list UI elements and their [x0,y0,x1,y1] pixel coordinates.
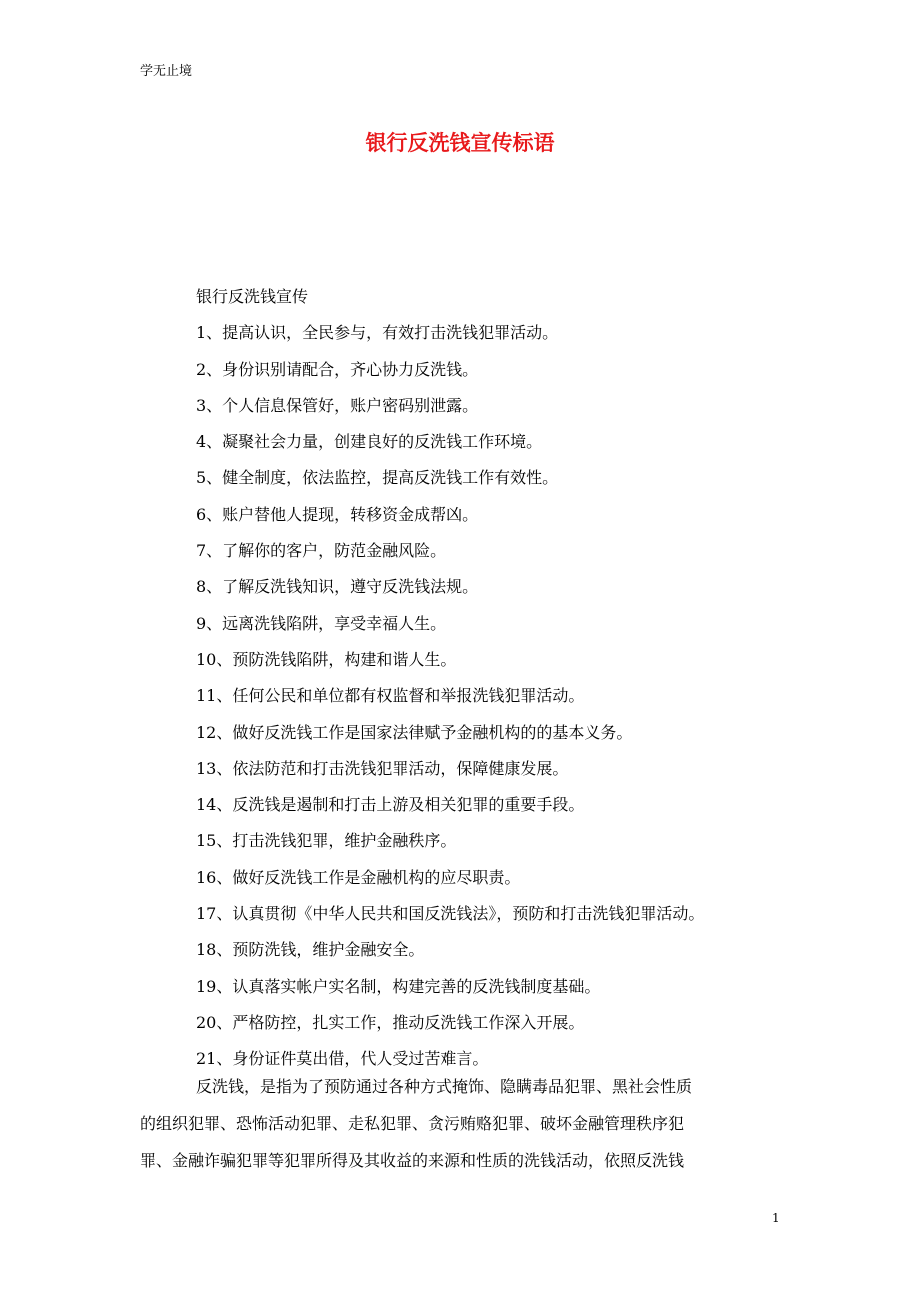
paragraph-line: 反洗钱，是指为了预防通过各种方式掩饰、隐瞒毒品犯罪、黑社会性质 [196,1077,693,1096]
slogan-item: 18、预防洗钱，维护金融安全。 [196,940,425,960]
slogan-item: 19、认真落实帐户实名制，构建完善的反洗钱制度基础。 [196,976,601,996]
slogan-item: 3、个人信息保管好，账户密码别泄露。 [196,395,479,415]
slogan-item: 14、反洗钱是遏制和打击上游及相关犯罪的重要手段。 [196,795,585,815]
paragraph-line: 的组织犯罪、恐怖活动犯罪、走私犯罪、贪污贿赂犯罪、破坏金融管理秩序犯 [140,1114,685,1133]
slogan-item: 7、了解你的客户，防范金融风险。 [196,541,447,561]
slogan-item: 13、依法防范和打击洗钱犯罪活动，保障健康发展。 [196,758,569,778]
slogan-item: 9、远离洗钱陷阱，享受幸福人生。 [196,613,447,633]
document-title: 银行反洗钱宣传标语 [365,130,555,155]
slogan-item: 16、做好反洗钱工作是金融机构的应尽职责。 [196,867,521,887]
slogan-item: 11、任何公民和单位都有权监督和举报洗钱犯罪活动。 [196,686,585,706]
slogan-item: 4、凝聚社会力量，创建良好的反洗钱工作环境。 [196,432,543,452]
slogan-item: 6、账户替他人提现，转移资金成帮凶。 [196,504,479,524]
body-paragraph [140,1068,780,1179]
slogan-item: 2、身份识别请配合，齐心协力反洗钱。 [196,359,479,379]
slogan-item: 20、严格防控，扎实工作，推动反洗钱工作深入开展。 [196,1012,585,1032]
slogan-item: 21、身份证件莫出借，代人受过苦难言。 [196,1049,489,1069]
slogan-list [196,279,836,1078]
slogan-item: 15、打击洗钱犯罪，维护金融秩序。 [196,831,457,851]
slogan-item: 5、健全制度，依法监控，提高反洗钱工作有效性。 [196,468,559,488]
slogan-item: 8、了解反洗钱知识，遵守反洗钱法规。 [196,577,479,597]
page-number: 1 [772,1211,780,1225]
slogan-item: 12、做好反洗钱工作是国家法律赋予金融机构的的基本义务。 [196,722,633,742]
page-header: 学无止境 [140,64,193,79]
slogan-item: 1、提高认识，全民参与，有效打击洗钱犯罪活动。 [196,323,559,343]
slogan-item: 17、认真贯彻《中华人民共和国反洗钱法》，预防和打击洗钱犯罪活动。 [196,904,705,924]
slogan-item: 10、预防洗钱陷阱，构建和谐人生。 [196,649,457,669]
section-heading: 银行反洗钱宣传 [196,287,309,306]
paragraph-line: 罪、金融诈骗犯罪等犯罪所得及其收益的来源和性质的洗钱活动，依照反洗钱 [140,1151,685,1170]
